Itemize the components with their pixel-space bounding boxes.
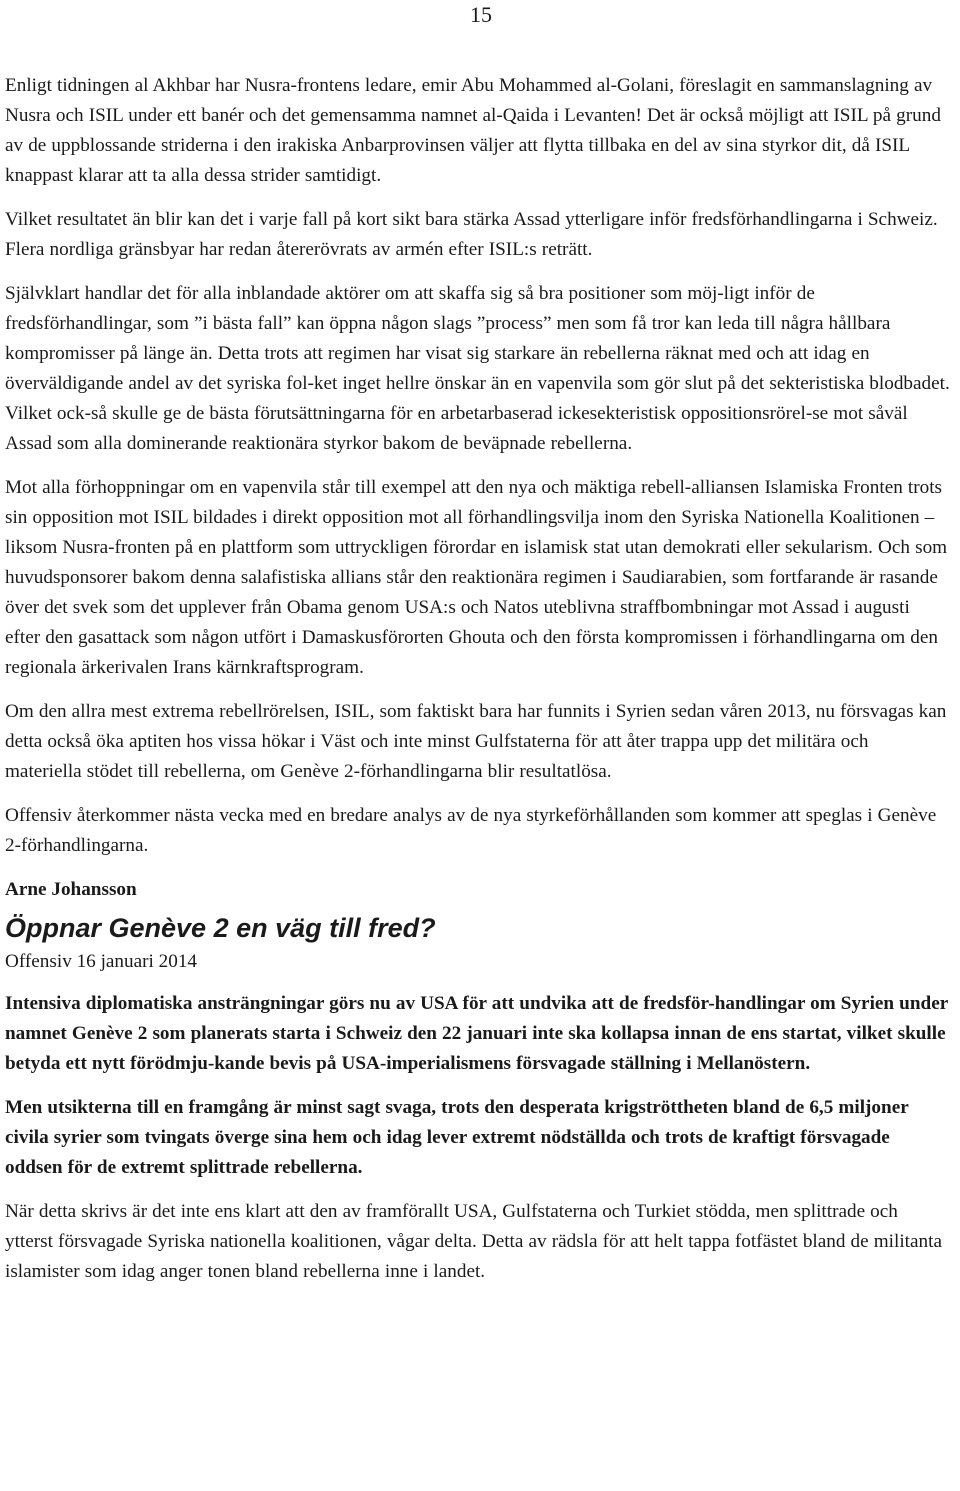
article-dateline: Offensiv 16 januari 2014	[5, 951, 198, 972]
lead-paragraph: Intensiva diplomatiska ansträngningar görs nu av USA för att undvika att de fredsför-handlingar om Syrien under namnet Genève 2 som planerats starta i Schweiz den 22 januari inte ska kollapsa innan de ens startat, vilket skulle betyda ett nytt förödmju-kande bevis på USA-imperialismens försvagade ställning i Mellanöstern.	[5, 993, 948, 1074]
article-title: Öppnar Genève 2 en väg till fred?	[5, 913, 436, 943]
author-signature: Arne Johansson	[5, 879, 137, 900]
paragraph: Vilket resultatet än blir kan det i varje fall på kort sikt bara stärka Assad ytterligare inför fredsförhandlingarna i Schweiz. Flera nordliga gränsbyar har redan återerövrats av armén efter ISIL:s reträtt.	[5, 209, 938, 260]
paragraph: Enligt tidningen al Akhbar har Nusra-frontens ledare, emir Abu Mohammed al-Golani, föreslagit en sammanslagning av Nusra och ISIL under ett banér och det gemensamma namnet al-Qaida i Levanten! Det är också möjligt att ISIL på grund av de uppblossande striderna i den irakiska Anbarprovinsen väljer att flytta tillbaka en del av sina styrkor dit, då ISIL knappast klarar att ta alla dessa strider samtidigt.	[5, 75, 941, 186]
document-body	[5, 71, 950, 1301]
lead-paragraph: Men utsikterna till en framgång är minst sagt svaga, trots den desperata krigströttheten bland de 6,5 miljoner civila syrier som tvingats överge sina hem och idag lever extremt nödställda och trots de kraftigt försvagade oddsen för de extremt splittrade rebellerna.	[5, 1097, 909, 1178]
paragraph: När detta skrivs är det inte ens klart att den av framförallt USA, Gulfstaterna och Turkiet stödda, men splittrade och ytterst försvagade Syriska nationella koalitionen, vågar delta. Detta av rädsla för att helt tappa fotfästet bland de militanta islamister som idag anger tonen bland rebellerna inne i landet.	[5, 1201, 942, 1282]
paragraph: Offensiv återkommer nästa vecka med en bredare analys av de nya styrkeförhållanden som kommer att speglas i Genève 2-förhandlingarna.	[5, 805, 937, 856]
paragraph: Mot alla förhoppningar om en vapenvila står till exempel att den nya och mäktiga rebell-alliansen Islamiska Fronten trots sin opposition mot ISIL bildades i direkt opposition mot all förhandlingsvilja inom den Syriska Nationella Koalitionen – liksom Nusra-fronten på en plattform som uttryckligen förordar en islamisk stat utan demokrati eller sekularism. Och som huvudsponsorer bakom denna salafistiska allians står den reaktionära regimen i Saudiarabien, som fortfarande är rasande över det svek som det upplever från Obama genom USA:s och Natos uteblivna straffbombningar mot Assad i augusti efter den gasattack som någon utfört i Damaskusförorten Ghouta och den första kompromissen i förhandlingarna om den regionala ärkerivalen Irans kärnkraftsprogram.	[5, 477, 948, 678]
paragraph: Självklart handlar det för alla inblandade aktörer om att skaffa sig så bra positioner som möj-ligt inför de fredsförhandlingar, som ”i bästa fall” kan öppna någon slags ”process” men som få tror kan leda till några hållbara kompromisser på länge än. Detta trots att regimen har visat sig starkare än rebellerna räknat med och att idag en överväldigande andel av det syriska fol-ket inget hellre önskar än en vapenvila som gör slut på det sekteristiska blodbadet. Vilket ock-så skulle ge de bästa förutsättningarna för en arbetarbaserad ickesekteristisk oppositionsrörel-se mot såväl Assad som alla dominerande reaktionära styrkor bakom de beväpnade rebellerna.	[5, 283, 950, 454]
page-number: 15	[470, 2, 492, 27]
paragraph: Om den allra mest extrema rebellrörelsen, ISIL, som faktiskt bara har funnits i Syrien sedan våren 2013, nu försvagas kan detta också öka aptiten hos vissa hökar i Väst och inte minst Gulfstaterna för att åter trappa upp det militära och materiella stödet till rebellerna, om Genève 2-förhandlingarna blir resultatlösa.	[5, 701, 947, 782]
